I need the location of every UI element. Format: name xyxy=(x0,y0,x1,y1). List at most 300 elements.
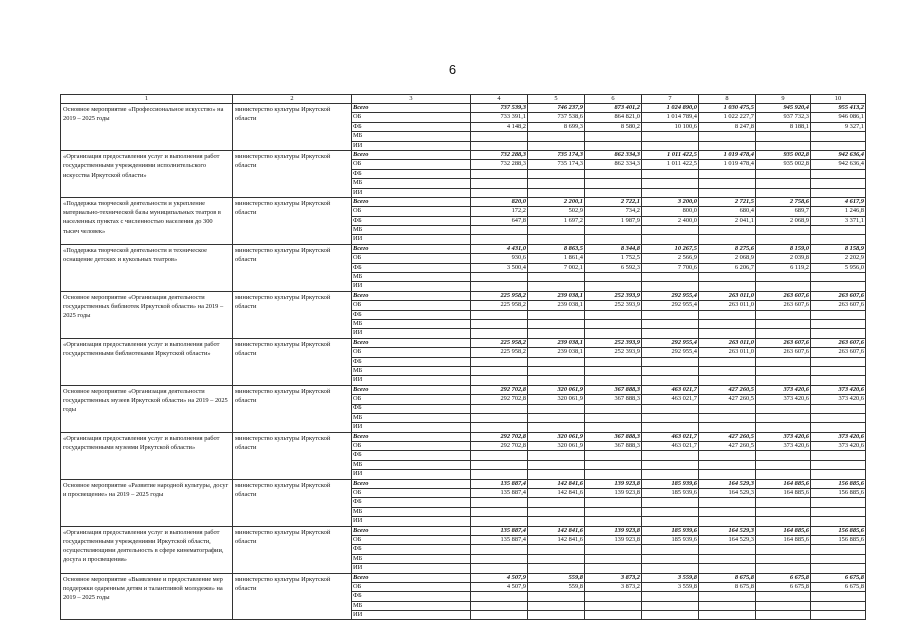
amount-cell: 559,8 xyxy=(528,573,585,582)
amount-cell xyxy=(699,423,756,432)
amount-cell: 164 529,3 xyxy=(699,535,756,544)
amount-cell xyxy=(585,179,642,188)
amount-cell: 1 011 422,5 xyxy=(642,150,699,159)
activity-name: Основное мероприятие «Профессиональное искусство» на 2019 – 2025 годы xyxy=(61,104,233,151)
table-row xyxy=(61,197,866,206)
amount-cell: 139 923,8 xyxy=(585,489,642,498)
amount-cell xyxy=(471,357,528,366)
amount-cell xyxy=(528,273,585,282)
funding-source: МБ xyxy=(352,413,471,422)
amount-cell: 463 021,7 xyxy=(642,442,699,451)
amount-cell xyxy=(756,273,811,282)
amount-cell xyxy=(642,226,699,235)
amount-cell xyxy=(811,423,866,432)
amount-cell: 2 722,1 xyxy=(585,197,642,206)
amount-cell xyxy=(528,554,585,563)
amount-cell: 239 038,1 xyxy=(528,348,585,357)
amount-cell: 4 431,0 xyxy=(471,244,528,253)
responsible-executor: министерство культуры Иркутской области xyxy=(233,526,352,573)
amount-cell: 5 956,0 xyxy=(811,263,866,272)
responsible-executor: министерство культуры Иркутской области xyxy=(233,197,352,244)
amount-cell: 239 038,1 xyxy=(528,291,585,300)
activity-name: «Организация предоставления услуг и выполнения работ государственными учреждениями Иркутской области, осуществляющими деятельность в сфере кинематографии, досуга и просвещения» xyxy=(61,526,233,573)
amount-cell: 320 061,9 xyxy=(528,385,585,394)
amount-cell xyxy=(699,554,756,563)
activity-name: Основное мероприятие «Организация деятельности государственных музеев Иркутской области» на 2019 – 2025 годы xyxy=(61,385,233,432)
amount-cell: 239 038,1 xyxy=(528,301,585,310)
responsible-executor: министерство культуры Иркутской области xyxy=(233,385,352,432)
amount-cell xyxy=(756,132,811,141)
amount-cell: 1 019 478,4 xyxy=(699,160,756,169)
responsible-executor: министерство культуры Иркутской области xyxy=(233,104,352,151)
amount-cell: 955 413,2 xyxy=(811,104,866,113)
funding-source: ИИ xyxy=(352,329,471,338)
amount-cell: 3 200,0 xyxy=(642,197,699,206)
amount-cell: 732 288,3 xyxy=(471,150,528,159)
amount-cell: 367 888,3 xyxy=(585,442,642,451)
amount-cell: 373 420,6 xyxy=(756,395,811,404)
amount-cell: 225 958,2 xyxy=(471,301,528,310)
activity-name: Основное мероприятие «Развитие народной культуры, досуг и просвещение» на 2019 – 2025 годы xyxy=(61,479,233,526)
amount-cell: 4 507,9 xyxy=(471,573,528,582)
amount-cell xyxy=(642,357,699,366)
amount-cell: 1 752,5 xyxy=(585,254,642,263)
amount-cell: 373 420,6 xyxy=(811,385,866,394)
amount-cell: 292 955,4 xyxy=(642,301,699,310)
amount-cell: 263 011,0 xyxy=(699,291,756,300)
amount-cell xyxy=(756,282,811,291)
amount-cell xyxy=(528,611,585,620)
amount-cell: 935 002,8 xyxy=(756,150,811,159)
amount-cell xyxy=(699,169,756,178)
amount-cell xyxy=(528,319,585,328)
amount-cell xyxy=(699,141,756,150)
responsible-executor: министерство культуры Иркутской области xyxy=(233,291,352,338)
funding-source: Всего xyxy=(352,479,471,488)
amount-cell: 862 334,3 xyxy=(585,160,642,169)
amount-cell xyxy=(642,282,699,291)
amount-cell xyxy=(811,451,866,460)
amount-cell xyxy=(699,357,756,366)
amount-cell xyxy=(756,413,811,422)
funding-source: Всего xyxy=(352,291,471,300)
amount-cell: 862 334,3 xyxy=(585,150,642,159)
funding-source: ИИ xyxy=(352,141,471,150)
amount-cell xyxy=(585,273,642,282)
funding-source: ОБ xyxy=(352,489,471,498)
amount-cell xyxy=(811,132,866,141)
page-number: 6 xyxy=(448,62,457,77)
funding-source: ФБ xyxy=(352,310,471,319)
amount-cell xyxy=(528,564,585,573)
amount-cell xyxy=(528,310,585,319)
amount-cell xyxy=(585,188,642,197)
amount-cell xyxy=(699,319,756,328)
amount-cell xyxy=(585,545,642,554)
amount-cell: 292 955,4 xyxy=(642,348,699,357)
amount-cell xyxy=(528,226,585,235)
header-cell: 10 xyxy=(811,95,866,104)
amount-cell: 2 068,9 xyxy=(756,216,811,225)
amount-cell: 225 958,2 xyxy=(471,348,528,357)
table-row xyxy=(61,526,866,535)
amount-cell: 225 958,2 xyxy=(471,338,528,347)
amount-cell: 6 675,8 xyxy=(811,573,866,582)
amount-cell xyxy=(699,498,756,507)
amount-cell xyxy=(528,376,585,385)
amount-cell: 142 841,6 xyxy=(528,489,585,498)
funding-source: ИИ xyxy=(352,423,471,432)
amount-cell xyxy=(699,451,756,460)
amount-cell xyxy=(471,169,528,178)
amount-cell xyxy=(471,413,528,422)
amount-cell: 263 607,6 xyxy=(756,291,811,300)
amount-cell: 164 529,3 xyxy=(699,479,756,488)
funding-source: ОБ xyxy=(352,582,471,591)
amount-cell xyxy=(642,404,699,413)
amount-cell: 945 920,4 xyxy=(756,104,811,113)
amount-cell: 6 675,8 xyxy=(811,582,866,591)
amount-cell: 320 061,9 xyxy=(528,395,585,404)
amount-cell: 263 607,6 xyxy=(811,338,866,347)
amount-cell: 263 607,6 xyxy=(811,291,866,300)
amount-cell: 820,0 xyxy=(471,197,528,206)
amount-cell xyxy=(585,517,642,526)
header-cell: 6 xyxy=(585,95,642,104)
amount-cell xyxy=(642,611,699,620)
amount-cell xyxy=(642,451,699,460)
activity-name: «Организация предоставления услуг и выполнения работ государственными музеями Иркутской области» xyxy=(61,432,233,479)
amount-cell: 373 420,6 xyxy=(811,432,866,441)
amount-cell xyxy=(585,235,642,244)
amount-cell xyxy=(528,517,585,526)
amount-cell: 239 038,1 xyxy=(528,338,585,347)
amount-cell: 732 288,3 xyxy=(471,160,528,169)
funding-source: ФБ xyxy=(352,122,471,131)
header-cell: 2 xyxy=(233,95,352,104)
amount-cell: 135 887,4 xyxy=(471,479,528,488)
amount-cell xyxy=(756,376,811,385)
amount-cell xyxy=(642,310,699,319)
table-row xyxy=(61,244,866,253)
amount-cell xyxy=(471,310,528,319)
amount-cell xyxy=(642,564,699,573)
amount-cell xyxy=(585,169,642,178)
amount-cell: 367 888,3 xyxy=(585,432,642,441)
amount-cell xyxy=(471,498,528,507)
amount-cell: 6 675,8 xyxy=(756,573,811,582)
amount-cell xyxy=(585,282,642,291)
amount-cell xyxy=(756,179,811,188)
amount-cell: 1 011 422,5 xyxy=(642,160,699,169)
amount-cell: 937 732,3 xyxy=(756,113,811,122)
funding-source: МБ xyxy=(352,226,471,235)
amount-cell: 185 939,6 xyxy=(642,535,699,544)
amount-cell xyxy=(811,498,866,507)
amount-cell: 373 420,6 xyxy=(811,395,866,404)
activity-name: «Поддержка творческой деятельности и техническое оснащение детских и кукольных театров» xyxy=(61,244,233,291)
funding-source: Всего xyxy=(352,432,471,441)
amount-cell xyxy=(585,564,642,573)
amount-cell: 502,9 xyxy=(528,207,585,216)
amount-cell xyxy=(699,611,756,620)
header-cell: 3 xyxy=(352,95,471,104)
amount-cell: 8 699,3 xyxy=(528,122,585,131)
amount-cell: 164 885,6 xyxy=(756,489,811,498)
funding-source: ФБ xyxy=(352,357,471,366)
amount-cell: 6 206,7 xyxy=(699,263,756,272)
funding-source: Всего xyxy=(352,150,471,159)
funding-source: ОБ xyxy=(352,207,471,216)
amount-cell: 3 559,8 xyxy=(642,573,699,582)
amount-cell xyxy=(585,310,642,319)
amount-cell: 6 675,8 xyxy=(756,582,811,591)
amount-cell: 164 885,6 xyxy=(756,535,811,544)
amount-cell: 2 566,9 xyxy=(642,254,699,263)
amount-cell: 142 841,6 xyxy=(528,479,585,488)
amount-cell: 367 888,3 xyxy=(585,395,642,404)
amount-cell: 8 275,6 xyxy=(699,244,756,253)
amount-cell xyxy=(756,404,811,413)
amount-cell: 463 021,7 xyxy=(642,432,699,441)
amount-cell xyxy=(528,329,585,338)
amount-cell xyxy=(528,498,585,507)
amount-cell: 2 068,9 xyxy=(699,254,756,263)
amount-cell xyxy=(699,329,756,338)
amount-cell: 156 885,6 xyxy=(811,526,866,535)
amount-cell: 864 821,0 xyxy=(585,113,642,122)
amount-cell xyxy=(811,329,866,338)
amount-cell xyxy=(642,545,699,554)
amount-cell xyxy=(756,169,811,178)
amount-cell xyxy=(756,564,811,573)
amount-cell xyxy=(756,592,811,601)
amount-cell xyxy=(528,404,585,413)
amount-cell xyxy=(756,601,811,610)
amount-cell: 1 022 227,7 xyxy=(699,113,756,122)
table-row xyxy=(61,573,866,582)
amount-cell xyxy=(811,564,866,573)
table-row xyxy=(61,104,866,113)
amount-cell xyxy=(585,507,642,516)
amount-cell xyxy=(699,188,756,197)
amount-cell xyxy=(585,132,642,141)
amount-cell: 373 420,6 xyxy=(811,442,866,451)
amount-cell: 185 939,6 xyxy=(642,526,699,535)
amount-cell xyxy=(585,423,642,432)
amount-cell xyxy=(642,179,699,188)
amount-cell xyxy=(756,451,811,460)
funding-source: ФБ xyxy=(352,451,471,460)
amount-cell xyxy=(642,319,699,328)
amount-cell xyxy=(528,188,585,197)
amount-cell: 263 607,6 xyxy=(811,348,866,357)
amount-cell: 1 024 890,0 xyxy=(642,104,699,113)
amount-cell xyxy=(585,141,642,150)
amount-cell: 735 174,3 xyxy=(528,160,585,169)
amount-cell xyxy=(811,460,866,469)
amount-cell xyxy=(811,545,866,554)
table-row xyxy=(61,338,866,347)
amount-cell xyxy=(811,141,866,150)
amount-cell xyxy=(528,423,585,432)
amount-cell xyxy=(811,310,866,319)
activity-name: «Поддержка творческой деятельности и укрепление материально-технической базы муниципальных театров в населенных пунктах с численностью населения до 300 тысяч человек» xyxy=(61,197,233,244)
amount-cell xyxy=(699,470,756,479)
amount-cell: 734,2 xyxy=(585,207,642,216)
amount-cell xyxy=(585,611,642,620)
amount-cell xyxy=(811,319,866,328)
amount-cell xyxy=(471,366,528,375)
amount-cell xyxy=(642,423,699,432)
amount-cell: 427 260,5 xyxy=(699,385,756,394)
amount-cell: 689,7 xyxy=(756,207,811,216)
amount-cell xyxy=(471,376,528,385)
header-cell: 7 xyxy=(642,95,699,104)
funding-source: Всего xyxy=(352,526,471,535)
amount-cell xyxy=(811,273,866,282)
amount-cell xyxy=(471,132,528,141)
amount-cell: 800,0 xyxy=(642,207,699,216)
funding-source: ОБ xyxy=(352,254,471,263)
amount-cell: 373 420,6 xyxy=(756,385,811,394)
amount-cell xyxy=(642,601,699,610)
amount-cell xyxy=(756,470,811,479)
amount-cell xyxy=(642,498,699,507)
amount-cell: 8 188,1 xyxy=(756,122,811,131)
amount-cell: 737 539,3 xyxy=(471,104,528,113)
amount-cell xyxy=(585,329,642,338)
header-row xyxy=(61,95,866,104)
amount-cell: 1 030 475,5 xyxy=(699,104,756,113)
amount-cell: 942 636,4 xyxy=(811,150,866,159)
funding-source: МБ xyxy=(352,132,471,141)
amount-cell xyxy=(471,235,528,244)
funding-source: МБ xyxy=(352,601,471,610)
amount-cell xyxy=(528,169,585,178)
amount-cell xyxy=(699,282,756,291)
amount-cell: 6 592,3 xyxy=(585,263,642,272)
funding-source: ФБ xyxy=(352,592,471,601)
funding-source: ОБ xyxy=(352,160,471,169)
amount-cell: 1 246,8 xyxy=(811,207,866,216)
funding-source: ИИ xyxy=(352,611,471,620)
amount-cell xyxy=(471,282,528,291)
amount-cell: 873 401,2 xyxy=(585,104,642,113)
amount-cell xyxy=(528,470,585,479)
responsible-executor: министерство культуры Иркутской области xyxy=(233,338,352,385)
amount-cell xyxy=(528,413,585,422)
amount-cell xyxy=(699,592,756,601)
amount-cell: 164 885,6 xyxy=(756,479,811,488)
amount-cell: 292 702,8 xyxy=(471,432,528,441)
funding-source: МБ xyxy=(352,273,471,282)
amount-cell: 8 158,9 xyxy=(811,244,866,253)
amount-cell: 9 327,1 xyxy=(811,122,866,131)
amount-cell: 263 607,6 xyxy=(756,348,811,357)
funding-source: ФБ xyxy=(352,404,471,413)
amount-cell xyxy=(585,470,642,479)
header-cell: 5 xyxy=(528,95,585,104)
amount-cell xyxy=(811,235,866,244)
amount-cell: 2 721,5 xyxy=(699,197,756,206)
amount-cell xyxy=(699,404,756,413)
amount-cell: 263 607,6 xyxy=(756,301,811,310)
amount-cell: 930,6 xyxy=(471,254,528,263)
funding-source: ОБ xyxy=(352,442,471,451)
amount-cell xyxy=(642,554,699,563)
amount-cell: 8 863,5 xyxy=(528,244,585,253)
amount-cell xyxy=(756,460,811,469)
amount-cell xyxy=(528,601,585,610)
funding-source: МБ xyxy=(352,554,471,563)
amount-cell: 156 885,6 xyxy=(811,479,866,488)
funding-source: ФБ xyxy=(352,263,471,272)
amount-cell xyxy=(642,273,699,282)
amount-cell xyxy=(756,554,811,563)
amount-cell: 252 393,9 xyxy=(585,301,642,310)
funding-source: ОБ xyxy=(352,535,471,544)
amount-cell xyxy=(471,329,528,338)
amount-cell: 10 267,5 xyxy=(642,244,699,253)
amount-cell: 4 617,9 xyxy=(811,197,866,206)
amount-cell xyxy=(811,413,866,422)
amount-cell xyxy=(585,413,642,422)
amount-cell: 2 041,1 xyxy=(699,216,756,225)
amount-cell xyxy=(699,179,756,188)
amount-cell xyxy=(471,611,528,620)
amount-cell: 367 888,3 xyxy=(585,385,642,394)
amount-cell xyxy=(528,132,585,141)
amount-cell: 164 529,3 xyxy=(699,526,756,535)
budget-table xyxy=(60,94,866,620)
amount-cell: 292 955,4 xyxy=(642,338,699,347)
amount-cell xyxy=(699,413,756,422)
amount-cell xyxy=(699,517,756,526)
funding-source: МБ xyxy=(352,366,471,375)
amount-cell xyxy=(699,226,756,235)
table-row xyxy=(61,291,866,300)
amount-cell xyxy=(471,545,528,554)
amount-cell: 8 344,8 xyxy=(585,244,642,253)
amount-cell xyxy=(756,423,811,432)
amount-cell xyxy=(528,141,585,150)
funding-source: ОБ xyxy=(352,348,471,357)
amount-cell xyxy=(585,319,642,328)
amount-cell xyxy=(471,226,528,235)
amount-cell: 4 507,9 xyxy=(471,582,528,591)
amount-cell xyxy=(471,423,528,432)
amount-cell xyxy=(811,282,866,291)
amount-cell: 10 100,6 xyxy=(642,122,699,131)
amount-cell: 139 923,8 xyxy=(585,526,642,535)
amount-cell: 1 861,4 xyxy=(528,254,585,263)
responsible-executor: министерство культуры Иркутской области xyxy=(233,479,352,526)
amount-cell: 135 887,4 xyxy=(471,526,528,535)
amount-cell: 185 939,6 xyxy=(642,489,699,498)
funding-source: ИИ xyxy=(352,564,471,573)
amount-cell xyxy=(756,507,811,516)
amount-cell xyxy=(585,226,642,235)
amount-cell xyxy=(585,376,642,385)
funding-source: МБ xyxy=(352,507,471,516)
amount-cell xyxy=(585,451,642,460)
amount-cell xyxy=(699,601,756,610)
amount-cell: 2 758,6 xyxy=(756,197,811,206)
funding-source: ИИ xyxy=(352,188,471,197)
amount-cell: 746 237,9 xyxy=(528,104,585,113)
amount-cell xyxy=(642,366,699,375)
